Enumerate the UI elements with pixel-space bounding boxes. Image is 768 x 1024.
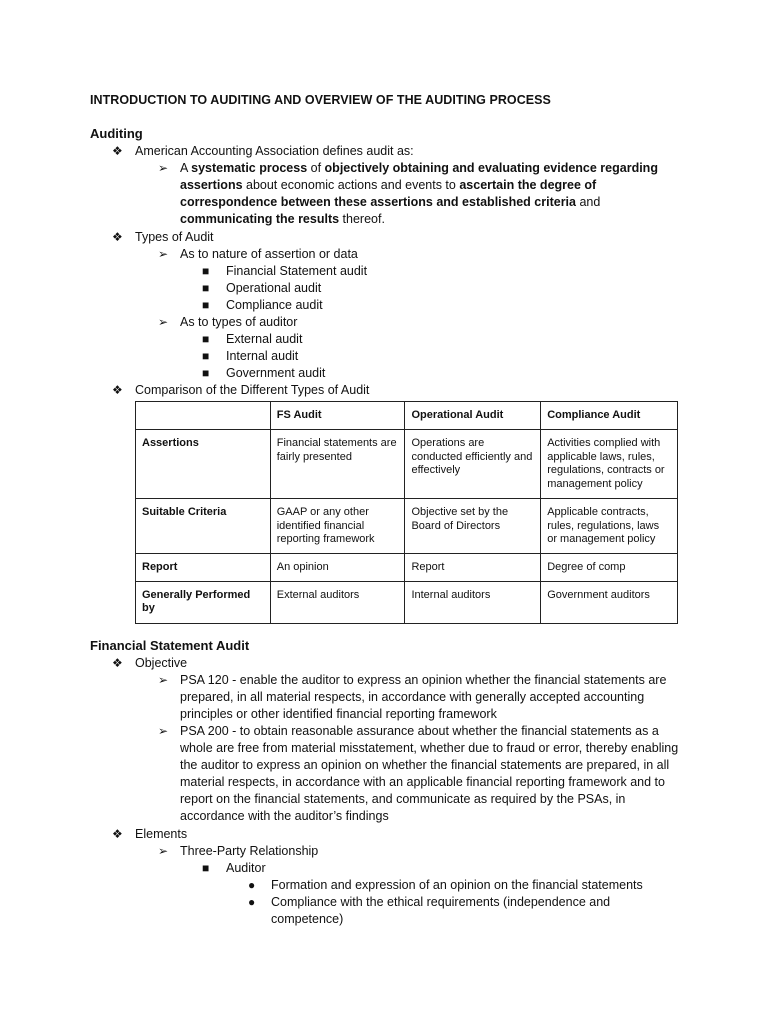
nature-of-assertion-label: As to nature of assertion or data — [180, 247, 358, 261]
objective-label: Objective — [135, 656, 188, 670]
table-header-row — [136, 402, 678, 430]
table-header-cell: Compliance Audit — [541, 402, 678, 430]
table-row — [136, 430, 678, 499]
table-row — [136, 553, 678, 581]
square-bullet-icon: ■ — [202, 366, 210, 380]
arrow-bullet-icon: ➢ — [158, 724, 169, 738]
table-cell: Financial statements are fairly presented — [270, 430, 405, 499]
table-cell: Operations are conducted efficiently and effectively — [405, 430, 541, 499]
document-title: INTRODUCTION TO AUDITING AND OVERVIEW OF THE AUDITING PROCESS — [90, 93, 551, 107]
table-header-cell: Operational Audit — [405, 402, 541, 430]
table-row — [136, 581, 678, 623]
square-bullet-icon: ■ — [202, 332, 210, 346]
table-cell: GAAP or any other identified financial reporting framework — [270, 499, 405, 554]
arrow-bullet-icon: ➢ — [158, 161, 169, 175]
list-item: Compliance with the ethical requirements (independence and competence) — [271, 895, 611, 926]
table-cell: External auditors — [270, 581, 405, 623]
table-cell: An opinion — [270, 553, 405, 581]
table-cell: Government auditors — [541, 581, 678, 623]
section-heading-fs-audit: Financial Statement Audit — [90, 638, 250, 653]
table-row — [136, 499, 678, 554]
auditor-label: Auditor — [226, 861, 266, 875]
diamond-bullet-icon: ❖ — [112, 827, 123, 841]
table-cell: Internal auditors — [405, 581, 541, 623]
arrow-bullet-icon: ➢ — [158, 673, 169, 687]
square-bullet-icon: ■ — [202, 298, 210, 312]
row-label-cell: Report — [136, 553, 271, 581]
psa-120-text: PSA 120 - enable the auditor to express an opinion whether the financial statements are prepared, in all material respects, in accordance with generally accepted accounting principles or other identified financial reporting framework — [180, 673, 667, 721]
diamond-bullet-icon: ❖ — [112, 656, 123, 670]
square-bullet-icon: ■ — [202, 264, 210, 278]
arrow-bullet-icon: ➢ — [158, 247, 169, 261]
audit-definition: A systematic process of objectively obtaining and evaluating evidence regarding assertions about economic actions and events to ascertain the degree of correspondence between these assertions and established criteria and communicating the results thereof. — [180, 161, 658, 226]
elements-label: Elements — [135, 827, 188, 841]
list-item: External audit — [226, 332, 303, 346]
diamond-bullet-icon: ❖ — [112, 230, 123, 244]
comparison-label: Comparison of the Different Types of Audit — [135, 383, 370, 397]
types-of-audit-label: Types of Audit — [135, 230, 214, 244]
list-item: Operational audit — [226, 281, 322, 295]
dot-bullet-icon: ● — [248, 878, 256, 892]
list-item: Formation and expression of an opinion on the financial statements — [271, 878, 643, 892]
table-header-cell — [136, 402, 271, 430]
dot-bullet-icon: ● — [248, 895, 256, 909]
diamond-bullet-icon: ❖ — [112, 383, 123, 397]
section-heading-auditing: Auditing — [90, 126, 143, 141]
table-cell: Objective set by the Board of Directors — [405, 499, 541, 554]
table-header-cell: FS Audit — [270, 402, 405, 430]
arrow-bullet-icon: ➢ — [158, 844, 169, 858]
comparison-table — [135, 401, 678, 624]
row-label-cell: Generally Performed by — [136, 581, 271, 623]
aaa-definition-intro: American Accounting Association defines audit as: — [135, 144, 414, 158]
arrow-bullet-icon: ➢ — [158, 315, 169, 329]
list-item: Financial Statement audit — [226, 264, 368, 278]
three-party-label: Three-Party Relationship — [180, 844, 319, 858]
diamond-bullet-icon: ❖ — [112, 144, 123, 158]
table-cell: Activities complied with applicable laws, rules, regulations, contracts or management policy — [541, 430, 678, 499]
table-cell: Applicable contracts, rules, regulations, laws or management policy — [541, 499, 678, 554]
list-item: Compliance audit — [226, 298, 323, 312]
square-bullet-icon: ■ — [202, 281, 210, 295]
table-cell: Degree of comp — [541, 553, 678, 581]
table-cell: Report — [405, 553, 541, 581]
types-of-auditor-label: As to types of auditor — [180, 315, 298, 329]
square-bullet-icon: ■ — [202, 861, 210, 875]
row-label-cell: Suitable Criteria — [136, 499, 271, 554]
list-item: Government audit — [226, 366, 326, 380]
square-bullet-icon: ■ — [202, 349, 210, 363]
psa-200-text: PSA 200 - to obtain reasonable assurance about whether the financial statements as a whole are free from material misstatement, whether due to fraud or error, thereby enabling the auditor to express an opinion on whether the financial statements are prepared, in all material respects, in accordance with an applicable financial reporting framework and to report on the financial statements, and communicate as required by the PSAs, in accordance with the auditor’s findings — [180, 724, 679, 823]
list-item: Internal audit — [226, 349, 299, 363]
row-label-cell: Assertions — [136, 430, 271, 499]
